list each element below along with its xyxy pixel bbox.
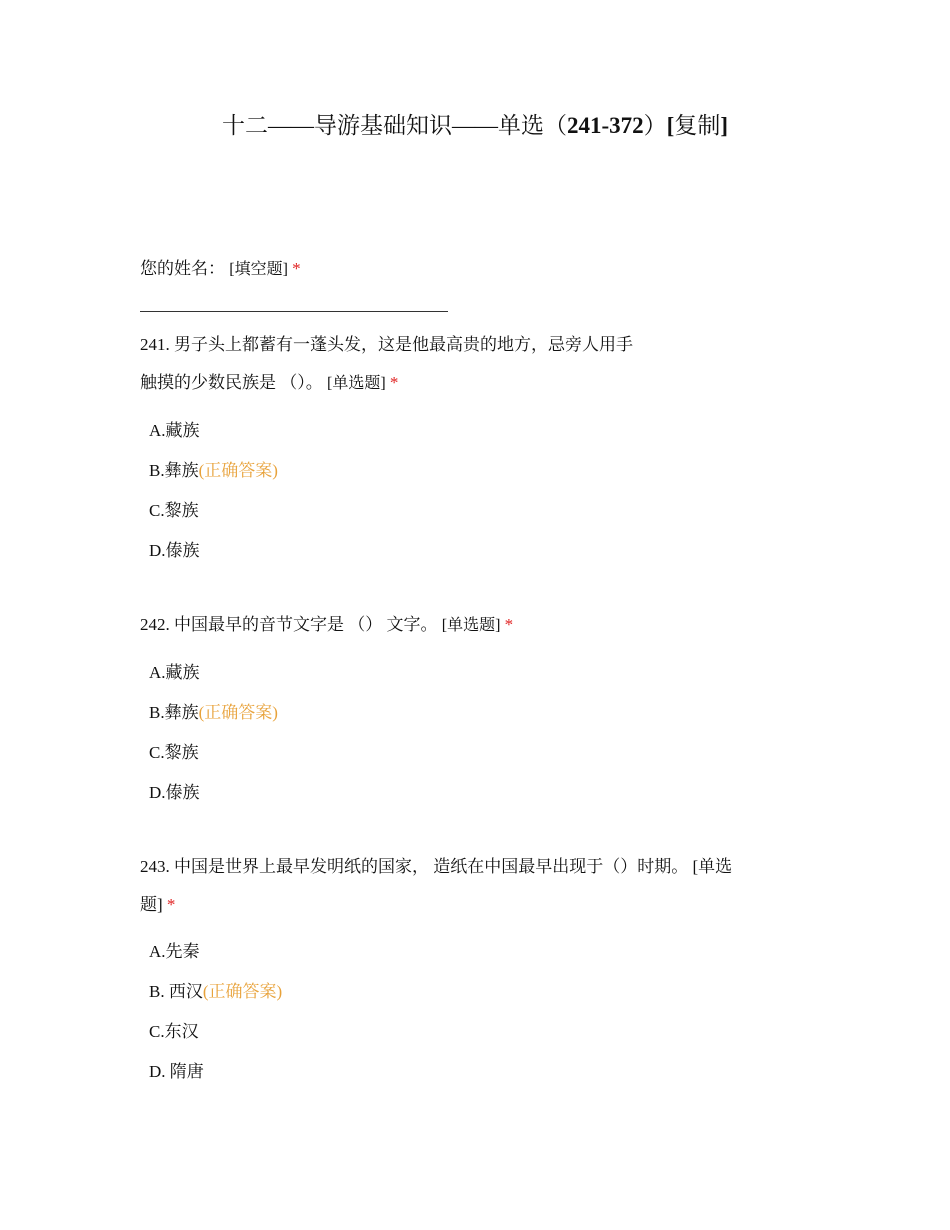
option-c[interactable]: C.黎族 (149, 743, 199, 762)
title-copy: 复制 (674, 113, 721, 138)
option-d[interactable]: D.傣族 (149, 783, 200, 802)
option-d[interactable]: D. 隋唐 (149, 1062, 204, 1081)
option-list (140, 411, 820, 571)
title-range: 241-372 (566, 113, 644, 138)
title-paren: ） (643, 113, 667, 138)
option-a[interactable]: A.先秦 (149, 942, 200, 961)
name-question (140, 250, 448, 312)
title-bracket-close: ] (720, 113, 728, 138)
required-mark: * (292, 259, 301, 278)
question-text: 题] (140, 895, 163, 914)
title-bracket-open: [ (666, 113, 675, 138)
required-mark: * (389, 373, 399, 392)
name-question-label (140, 250, 448, 289)
correct-answer-label: (正确答案) (198, 703, 278, 722)
question-text-line: 241. 男子头上都蓄有一蓬头发，这是他最高贵的地方，忌旁人用手 (140, 335, 633, 354)
question-242 (140, 606, 820, 813)
name-answer-field[interactable] (140, 311, 448, 312)
option-list (140, 932, 820, 1092)
question-type-tag: [填空题] (229, 261, 288, 278)
correct-answer-label: (正确答案) (202, 982, 283, 1001)
option-b[interactable]: B.彝族(正确答案) (149, 703, 278, 722)
option-b[interactable]: B.彝族(正确答案) (149, 461, 278, 480)
option-list (140, 653, 820, 813)
option-c[interactable]: C.黎族 (149, 501, 199, 520)
option-a[interactable]: A.藏族 (149, 663, 200, 682)
question-type-tag: [单选题] (441, 617, 501, 634)
question-text-line: 243. 中国是世界上最早发明纸的国家， 造纸在中国最早出现于（）时期。 [单选 (140, 857, 733, 876)
question-243 (140, 848, 820, 1092)
page-title (0, 110, 950, 142)
correct-answer-label: (正确答案) (198, 461, 278, 480)
question-text: 触摸的少数民族是 （）。 (140, 373, 323, 392)
title-text: 十二——导游基础知识——单选（ (221, 113, 567, 138)
option-b[interactable]: B. 西汉(正确答案) (149, 982, 283, 1001)
option-c[interactable]: C.东汉 (149, 1022, 199, 1041)
question-241 (140, 326, 820, 571)
question-text: 242. 中国最早的音节文字是 （） 文字。 (140, 615, 438, 634)
option-d[interactable]: D.傣族 (149, 541, 200, 560)
option-a[interactable]: A.藏族 (149, 421, 200, 440)
question-text-line (140, 886, 820, 924)
question-text-line (140, 606, 820, 645)
name-label: 您的姓名： (140, 259, 225, 278)
required-mark: * (166, 895, 176, 914)
required-mark: * (504, 615, 514, 634)
question-type-tag: [单选题] (327, 375, 386, 392)
question-text-line (140, 364, 820, 403)
